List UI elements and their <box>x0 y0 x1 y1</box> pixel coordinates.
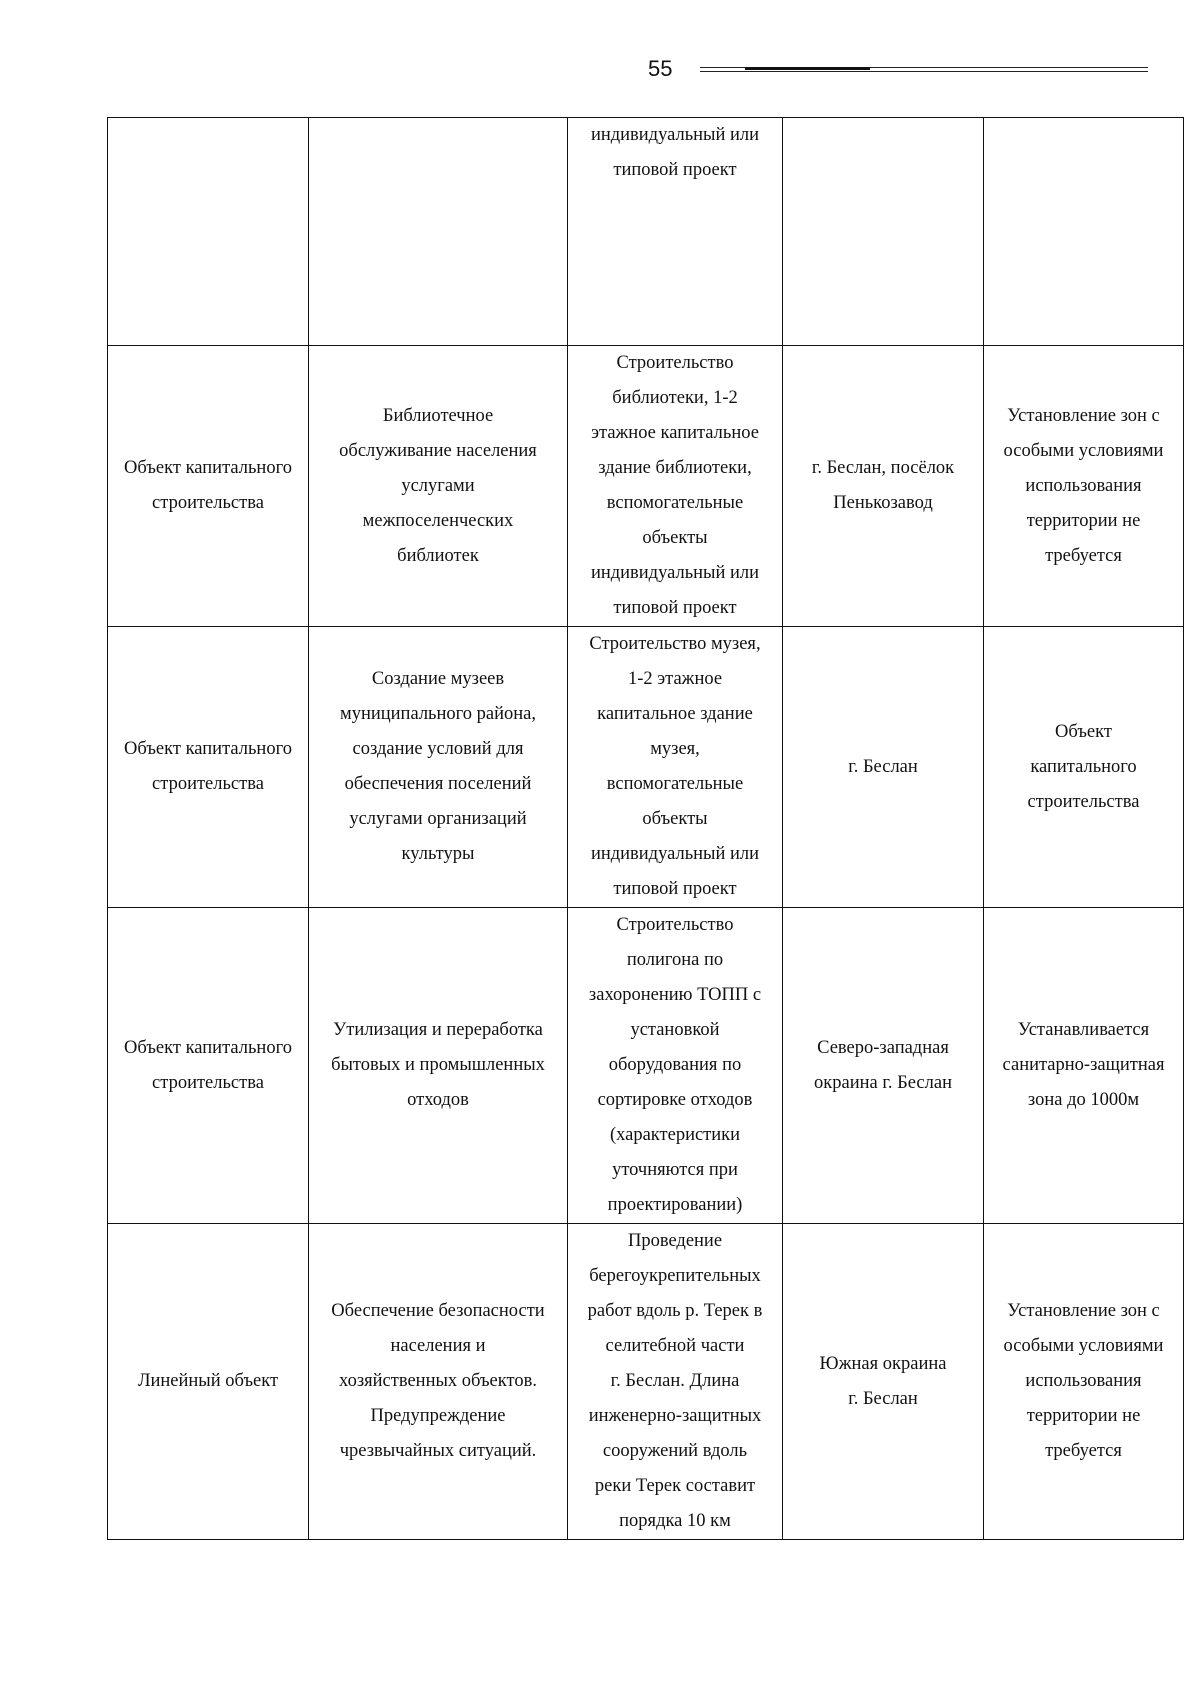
cell-location: г. Беслан, посёлок Пенькозавод <box>783 346 984 627</box>
cell-object-type: Объект капитального строительства <box>108 346 309 627</box>
cell-zones <box>984 118 1184 346</box>
cell-location: Южная окраина г. Беслан <box>783 1224 984 1540</box>
cell-location <box>783 118 984 346</box>
page-number: 55 <box>648 56 673 81</box>
table-row <box>108 118 1184 346</box>
cell-description: Строительство библиотеки, 1-2 этажное капитальное здание библиотеки, вспомогательные объекты индивидуальный или типовой проект <box>568 346 783 627</box>
table-row <box>108 1224 1184 1540</box>
cell-description: индивидуальный или типовой проект <box>568 118 783 346</box>
table-row <box>108 908 1184 1224</box>
cell-location: г. Беслан <box>783 627 984 908</box>
cell-description: Строительство полигона по захоронению ТОПП с установкой оборудования по сортировке отходов (характеристики уточняются при проектировании) <box>568 908 783 1224</box>
cell-zones: Устанавливается санитарно-защитная зона до 1000м <box>984 908 1184 1224</box>
cell-description: Проведение берегоукрепительных работ вдоль р. Терек в селитебной части г. Беслан. Длина инженерно-защитных сооружений вдоль реки Терек составит порядка 10 км <box>568 1224 783 1540</box>
header-rule-thin-bottom <box>700 71 1148 72</box>
cell-object-type: Объект капитального строительства <box>108 627 309 908</box>
cell-purpose <box>309 118 568 346</box>
cell-zones: Объект капитального строительства <box>984 627 1184 908</box>
objects-table <box>107 117 1184 1540</box>
header-rule <box>700 67 1148 72</box>
cell-zones: Установление зон с особыми условиями использования территории не требуется <box>984 346 1184 627</box>
cell-purpose: Библиотечное обслуживание населения услугами межпоселенческих библиотек <box>309 346 568 627</box>
cell-object-type: Линейный объект <box>108 1224 309 1540</box>
cell-object-type <box>108 118 309 346</box>
cell-location: Северо-западная окраина г. Беслан <box>783 908 984 1224</box>
header-rule-thick-segment <box>745 67 870 70</box>
cell-object-type: Объект капитального строительства <box>108 908 309 1224</box>
cell-zones: Установление зон с особыми условиями использования территории не требуется <box>984 1224 1184 1540</box>
table-row <box>108 346 1184 627</box>
cell-purpose: Создание музеев муниципального района, создание условий для обеспечения поселений услугами организаций культуры <box>309 627 568 908</box>
cell-purpose: Утилизация и переработка бытовых и промышленных отходов <box>309 908 568 1224</box>
cell-purpose: Обеспечение безопасности населения и хозяйственных объектов. Предупреждение чрезвычайных ситуаций. <box>309 1224 568 1540</box>
cell-description: Строительство музея, 1-2 этажное капитальное здание музея, вспомогательные объекты индивидуальный или типовой проект <box>568 627 783 908</box>
table-row <box>108 627 1184 908</box>
